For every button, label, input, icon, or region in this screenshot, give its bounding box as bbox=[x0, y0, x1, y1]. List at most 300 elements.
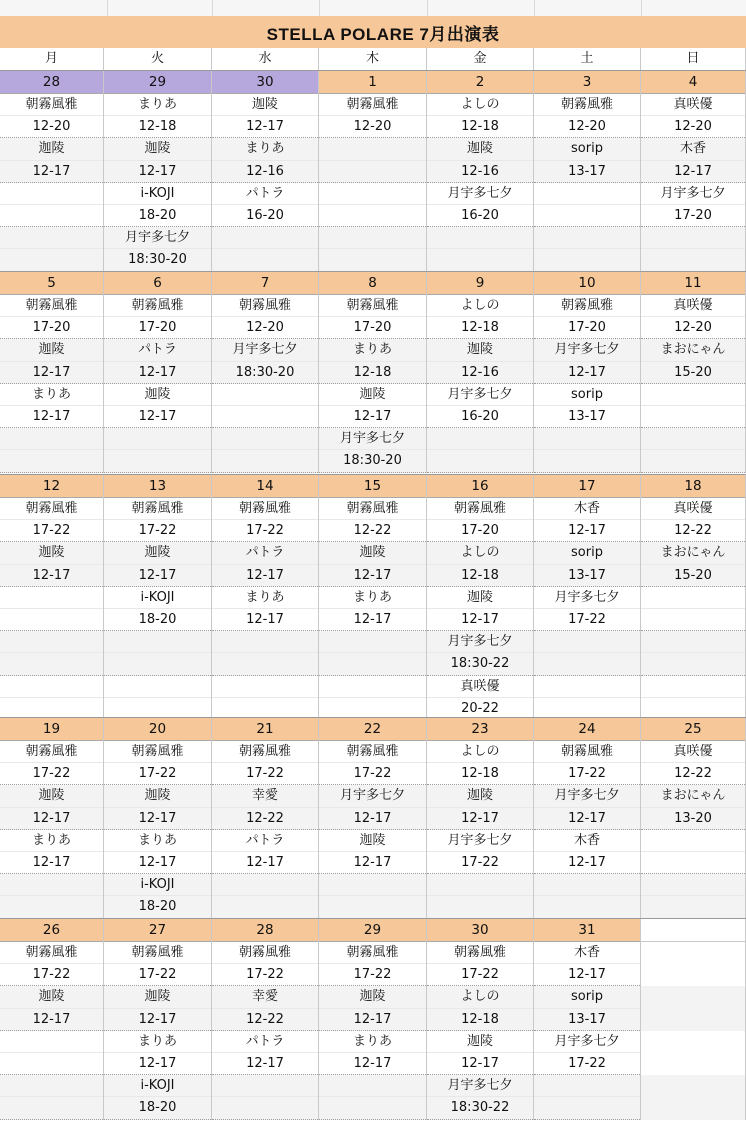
empty-slot bbox=[212, 896, 318, 918]
performer-time: 18-20 bbox=[104, 609, 211, 631]
performer-name: i-KOJI bbox=[104, 874, 211, 896]
performer-name: パトラ bbox=[212, 1031, 318, 1053]
performer-time: 12-17 bbox=[319, 1009, 426, 1031]
empty-slot bbox=[641, 609, 745, 631]
empty-slot bbox=[212, 631, 318, 653]
performer-time: 12-17 bbox=[319, 609, 426, 631]
day-cell[interactable] bbox=[427, 919, 534, 1120]
performer-name: 月宇多七夕 bbox=[427, 1075, 533, 1097]
performer-name: 真咲優 bbox=[641, 741, 745, 763]
performer-time: 12-17 bbox=[104, 406, 211, 428]
performer-time: 12-22 bbox=[319, 520, 426, 542]
performer-time: 20-22 bbox=[427, 698, 533, 720]
performer-name: 月宇多七夕 bbox=[427, 830, 533, 852]
day-number: 1 bbox=[319, 71, 426, 94]
performer-time: 12-17 bbox=[319, 1053, 426, 1075]
day-number: 30 bbox=[212, 71, 318, 94]
week-divider bbox=[0, 918, 746, 919]
empty-slot bbox=[427, 249, 533, 271]
performer-time: 15-20 bbox=[641, 565, 745, 587]
performer-name: 迦陵 bbox=[104, 986, 211, 1008]
performer-time: 17-22 bbox=[0, 964, 103, 986]
empty-slot bbox=[641, 587, 745, 609]
performer-time: 12-17 bbox=[104, 852, 211, 874]
performer-time: 13-17 bbox=[534, 161, 640, 183]
performer-name: まりあ bbox=[319, 339, 426, 361]
performer-name: 木香 bbox=[534, 498, 640, 520]
performer-time: 12-17 bbox=[0, 161, 103, 183]
performer-name: 幸愛 bbox=[212, 986, 318, 1008]
performer-time: 12-17 bbox=[319, 808, 426, 830]
performer-name: 朝霧風雅 bbox=[104, 741, 211, 763]
performer-time: 12-17 bbox=[0, 808, 103, 830]
day-number: 13 bbox=[104, 475, 211, 498]
day-number: 30 bbox=[427, 919, 533, 942]
performer-time: 12-22 bbox=[641, 763, 745, 785]
performer-name: 月宇多七夕 bbox=[427, 631, 533, 653]
empty-slot bbox=[427, 227, 533, 249]
performer-name: 迦陵 bbox=[0, 785, 103, 807]
performer-name: 朝霧風雅 bbox=[427, 942, 533, 964]
performer-time: 18:30-22 bbox=[427, 653, 533, 675]
empty-slot bbox=[534, 1097, 640, 1119]
empty-slot bbox=[0, 1031, 103, 1053]
empty-slot bbox=[212, 874, 318, 896]
day-number: 23 bbox=[427, 718, 533, 741]
day-number: 27 bbox=[104, 919, 211, 942]
performer-name: 月宇多七夕 bbox=[319, 785, 426, 807]
empty-slot bbox=[641, 986, 745, 1008]
performer-time: 18:30-22 bbox=[427, 1097, 533, 1119]
performer-name: 迦陵 bbox=[104, 542, 211, 564]
performer-name: 月宇多七夕 bbox=[534, 587, 640, 609]
empty-slot bbox=[0, 227, 103, 249]
day-number: 28 bbox=[212, 919, 318, 942]
empty-slot bbox=[534, 428, 640, 450]
performer-name: 迦陵 bbox=[427, 138, 533, 160]
empty-slot bbox=[212, 1075, 318, 1097]
weekday-header-row bbox=[0, 48, 746, 71]
performer-time: 12-22 bbox=[641, 520, 745, 542]
empty-slot bbox=[0, 631, 103, 653]
performer-time: 17-22 bbox=[0, 520, 103, 542]
empty-slot bbox=[641, 964, 745, 986]
day-cell[interactable] bbox=[319, 475, 427, 720]
performer-time: 12-17 bbox=[212, 565, 318, 587]
performer-name: 朝霧風雅 bbox=[534, 94, 640, 116]
empty-slot bbox=[212, 676, 318, 698]
day-cell[interactable] bbox=[534, 272, 641, 473]
performer-name: 木香 bbox=[534, 942, 640, 964]
empty-slot bbox=[641, 1009, 745, 1031]
day-number: 8 bbox=[319, 272, 426, 295]
empty-slot bbox=[534, 205, 640, 227]
performer-time: 13-17 bbox=[534, 406, 640, 428]
performer-name: 迦陵 bbox=[104, 138, 211, 160]
empty-slot bbox=[212, 406, 318, 428]
performer-time: 12-17 bbox=[427, 808, 533, 830]
empty-slot bbox=[641, 631, 745, 653]
performer-name: 真咲優 bbox=[641, 295, 745, 317]
performer-name: 朝霧風雅 bbox=[534, 295, 640, 317]
empty-slot bbox=[534, 249, 640, 271]
performer-time: 17-22 bbox=[319, 964, 426, 986]
performer-name: パトラ bbox=[104, 339, 211, 361]
empty-slot bbox=[0, 1075, 103, 1097]
performer-time: 12-17 bbox=[319, 852, 426, 874]
performer-name: 朝霧風雅 bbox=[0, 942, 103, 964]
performer-name: 月宇多七夕 bbox=[534, 1031, 640, 1053]
performer-name: よしの bbox=[427, 542, 533, 564]
performer-time: 13-20 bbox=[641, 808, 745, 830]
day-cell[interactable] bbox=[427, 71, 534, 272]
day-number: 18 bbox=[641, 475, 745, 498]
performer-time: 12-20 bbox=[0, 116, 103, 138]
performer-time: 12-17 bbox=[0, 565, 103, 587]
performer-time: 18:30-20 bbox=[104, 249, 211, 271]
weekday-header: 月 bbox=[0, 48, 104, 70]
day-number: 20 bbox=[104, 718, 211, 741]
day-cell[interactable] bbox=[319, 718, 427, 919]
day-cell[interactable] bbox=[0, 71, 104, 272]
empty-slot bbox=[212, 227, 318, 249]
performer-name: 朝霧風雅 bbox=[212, 295, 318, 317]
weekday-header: 火 bbox=[104, 48, 212, 70]
performer-name: 真咲優 bbox=[427, 676, 533, 698]
empty-slot bbox=[427, 428, 533, 450]
empty-slot bbox=[427, 874, 533, 896]
empty-slot bbox=[319, 161, 426, 183]
empty-slot bbox=[212, 428, 318, 450]
performer-name: 迦陵 bbox=[319, 542, 426, 564]
performer-name: 月宇多七夕 bbox=[641, 183, 745, 205]
day-cell[interactable] bbox=[427, 272, 534, 473]
performer-time: 12-17 bbox=[104, 1009, 211, 1031]
performer-name: まりあ bbox=[104, 830, 211, 852]
day-cell[interactable] bbox=[0, 272, 104, 473]
day-cell[interactable] bbox=[427, 718, 534, 919]
empty-slot bbox=[319, 138, 426, 160]
day-cell[interactable] bbox=[104, 272, 212, 473]
day-number: 4 bbox=[641, 71, 745, 94]
performer-name: 朝霧風雅 bbox=[104, 498, 211, 520]
performer-name: 迦陵 bbox=[427, 587, 533, 609]
performer-name: i-KOJI bbox=[104, 587, 211, 609]
empty-slot bbox=[104, 428, 211, 450]
performer-time: 17-22 bbox=[427, 852, 533, 874]
day-number: 3 bbox=[534, 71, 640, 94]
performer-time: 12-22 bbox=[212, 808, 318, 830]
day-number: 7 bbox=[212, 272, 318, 295]
day-number bbox=[641, 919, 745, 942]
performer-name: 木香 bbox=[534, 830, 640, 852]
performer-time: 12-17 bbox=[0, 852, 103, 874]
day-number: 29 bbox=[104, 71, 211, 94]
performer-name: 月宇多七夕 bbox=[427, 183, 533, 205]
day-number: 5 bbox=[0, 272, 103, 295]
performer-name: 迦陵 bbox=[0, 542, 103, 564]
day-cell[interactable] bbox=[641, 71, 746, 272]
day-cell[interactable] bbox=[0, 475, 104, 720]
week-divider bbox=[0, 70, 746, 71]
day-cell[interactable] bbox=[641, 475, 746, 720]
week-row bbox=[0, 272, 746, 473]
performer-name: sorip bbox=[534, 138, 640, 160]
empty-slot bbox=[641, 896, 745, 918]
day-cell[interactable] bbox=[534, 919, 641, 1120]
empty-slot bbox=[427, 450, 533, 472]
empty-slot bbox=[212, 384, 318, 406]
performer-time: 12-17 bbox=[427, 1053, 533, 1075]
empty-slot bbox=[534, 631, 640, 653]
performer-time: 12-17 bbox=[641, 161, 745, 183]
empty-slot bbox=[641, 384, 745, 406]
empty-slot bbox=[212, 450, 318, 472]
empty-slot bbox=[319, 1075, 426, 1097]
empty-slot bbox=[319, 183, 426, 205]
performer-time: 18-20 bbox=[104, 896, 211, 918]
performer-time: 12-20 bbox=[534, 116, 640, 138]
performer-time: 12-18 bbox=[104, 116, 211, 138]
empty-slot bbox=[641, 1053, 745, 1075]
performer-name: sorip bbox=[534, 986, 640, 1008]
empty-slot bbox=[0, 874, 103, 896]
performer-name: パトラ bbox=[212, 830, 318, 852]
day-cell[interactable] bbox=[212, 475, 319, 720]
performer-name: パトラ bbox=[212, 542, 318, 564]
empty-slot bbox=[641, 1075, 745, 1097]
spreadsheet-top-strip bbox=[0, 0, 746, 17]
performer-name: i-KOJI bbox=[104, 183, 211, 205]
empty-slot bbox=[0, 609, 103, 631]
empty-slot bbox=[534, 896, 640, 918]
performer-name: まりあ bbox=[212, 138, 318, 160]
day-number: 9 bbox=[427, 272, 533, 295]
week-row bbox=[0, 718, 746, 919]
performer-name: 朝霧風雅 bbox=[212, 498, 318, 520]
performer-name: まおにゃん bbox=[641, 785, 745, 807]
performer-time: 12-18 bbox=[427, 763, 533, 785]
week-row bbox=[0, 919, 746, 1120]
performer-time: 17-20 bbox=[0, 317, 103, 339]
empty-slot bbox=[319, 653, 426, 675]
performer-time: 12-17 bbox=[534, 520, 640, 542]
performer-time: 12-17 bbox=[212, 609, 318, 631]
empty-slot bbox=[319, 1097, 426, 1119]
empty-slot bbox=[0, 183, 103, 205]
empty-slot bbox=[641, 406, 745, 428]
day-cell[interactable] bbox=[319, 71, 427, 272]
performer-name: まりあ bbox=[212, 587, 318, 609]
empty-slot bbox=[0, 205, 103, 227]
day-cell[interactable] bbox=[427, 475, 534, 720]
performer-time: 17-20 bbox=[319, 317, 426, 339]
day-number: 10 bbox=[534, 272, 640, 295]
week-row bbox=[0, 71, 746, 272]
performer-name: 朝霧風雅 bbox=[319, 295, 426, 317]
performer-time: 18:30-20 bbox=[212, 362, 318, 384]
performer-name: 真咲優 bbox=[641, 94, 745, 116]
performer-time: 15-20 bbox=[641, 362, 745, 384]
performer-time: 12-17 bbox=[319, 406, 426, 428]
performer-name: 迦陵 bbox=[427, 339, 533, 361]
performer-name: 幸愛 bbox=[212, 785, 318, 807]
weekday-header: 土 bbox=[534, 48, 641, 70]
performer-time: 16-20 bbox=[427, 406, 533, 428]
week-row bbox=[0, 475, 746, 720]
day-cell[interactable] bbox=[534, 475, 641, 720]
performer-time: 12-17 bbox=[0, 362, 103, 384]
empty-slot bbox=[0, 587, 103, 609]
day-cell[interactable] bbox=[0, 919, 104, 1120]
performer-name: まりあ bbox=[0, 384, 103, 406]
day-number: 17 bbox=[534, 475, 640, 498]
day-cell[interactable] bbox=[104, 718, 212, 919]
performer-time: 17-22 bbox=[534, 1053, 640, 1075]
empty-slot bbox=[212, 653, 318, 675]
empty-slot bbox=[319, 676, 426, 698]
performer-time: 12-22 bbox=[212, 1009, 318, 1031]
day-cell[interactable] bbox=[534, 718, 641, 919]
performer-time: 16-20 bbox=[427, 205, 533, 227]
day-cell[interactable] bbox=[212, 919, 319, 1120]
empty-slot bbox=[534, 450, 640, 472]
performer-time: 17-22 bbox=[212, 964, 318, 986]
week-divider bbox=[0, 271, 746, 272]
performer-name: 迦陵 bbox=[0, 138, 103, 160]
performer-name: sorip bbox=[534, 384, 640, 406]
day-cell[interactable] bbox=[104, 71, 212, 272]
empty-slot bbox=[641, 1097, 745, 1119]
performer-name: 迦陵 bbox=[104, 785, 211, 807]
day-cell[interactable] bbox=[641, 718, 746, 919]
day-cell[interactable] bbox=[104, 919, 212, 1120]
performer-name: 朝霧風雅 bbox=[104, 942, 211, 964]
empty-slot bbox=[212, 249, 318, 271]
performer-name: 迦陵 bbox=[319, 986, 426, 1008]
empty-slot bbox=[641, 653, 745, 675]
performer-name: 朝霧風雅 bbox=[319, 94, 426, 116]
performer-name: 朝霧風雅 bbox=[534, 741, 640, 763]
performer-name: 迦陵 bbox=[0, 986, 103, 1008]
performer-time: 12-20 bbox=[319, 116, 426, 138]
performer-time: 17-22 bbox=[104, 964, 211, 986]
empty-slot bbox=[641, 830, 745, 852]
performer-time: 12-17 bbox=[534, 362, 640, 384]
day-number: 22 bbox=[319, 718, 426, 741]
performer-name: パトラ bbox=[212, 183, 318, 205]
empty-slot bbox=[641, 450, 745, 472]
performer-time: 12-17 bbox=[534, 852, 640, 874]
performer-time: 12-16 bbox=[212, 161, 318, 183]
performer-name: まおにゃん bbox=[641, 339, 745, 361]
performer-time: 16-20 bbox=[212, 205, 318, 227]
performer-time: 12-18 bbox=[427, 1009, 533, 1031]
empty-slot bbox=[0, 1053, 103, 1075]
performer-time: 17-22 bbox=[534, 763, 640, 785]
day-number: 15 bbox=[319, 475, 426, 498]
performer-name: まりあ bbox=[104, 1031, 211, 1053]
day-number: 11 bbox=[641, 272, 745, 295]
performer-time: 12-17 bbox=[104, 808, 211, 830]
performer-name: 月宇多七夕 bbox=[212, 339, 318, 361]
empty-slot bbox=[104, 676, 211, 698]
performer-time: 12-18 bbox=[427, 317, 533, 339]
performer-name: 朝霧風雅 bbox=[212, 942, 318, 964]
day-cell[interactable] bbox=[212, 718, 319, 919]
performer-time: 12-17 bbox=[104, 362, 211, 384]
day-number: 2 bbox=[427, 71, 533, 94]
performer-time: 12-17 bbox=[212, 852, 318, 874]
performer-name: 朝霧風雅 bbox=[0, 295, 103, 317]
performer-time: 13-17 bbox=[534, 565, 640, 587]
day-number: 26 bbox=[0, 919, 103, 942]
performer-name: 真咲優 bbox=[641, 498, 745, 520]
performer-time: 17-22 bbox=[427, 964, 533, 986]
day-cell[interactable] bbox=[641, 919, 746, 1120]
day-cell[interactable] bbox=[212, 272, 319, 473]
performer-time: 17-22 bbox=[534, 609, 640, 631]
day-number: 16 bbox=[427, 475, 533, 498]
performer-time: 12-17 bbox=[104, 161, 211, 183]
performer-name: 朝霧風雅 bbox=[319, 498, 426, 520]
performer-time: 12-17 bbox=[534, 964, 640, 986]
weekday-header: 金 bbox=[427, 48, 534, 70]
performer-time: 17-20 bbox=[641, 205, 745, 227]
day-number: 29 bbox=[319, 919, 426, 942]
empty-slot bbox=[319, 896, 426, 918]
performer-time: 17-22 bbox=[319, 763, 426, 785]
day-number: 6 bbox=[104, 272, 211, 295]
performer-name: 月宇多七夕 bbox=[534, 339, 640, 361]
performer-name: まりあ bbox=[0, 830, 103, 852]
empty-slot bbox=[534, 1075, 640, 1097]
day-cell[interactable] bbox=[104, 475, 212, 720]
empty-slot bbox=[641, 942, 745, 964]
day-cell[interactable] bbox=[319, 919, 427, 1120]
performer-name: 朝霧風雅 bbox=[212, 741, 318, 763]
performer-time: 18-20 bbox=[104, 205, 211, 227]
performer-name: 迦陵 bbox=[104, 384, 211, 406]
performer-time: 17-22 bbox=[212, 763, 318, 785]
performer-name: 迦陵 bbox=[319, 384, 426, 406]
performer-time: 12-17 bbox=[104, 565, 211, 587]
empty-slot bbox=[104, 653, 211, 675]
performer-name: 朝霧風雅 bbox=[0, 741, 103, 763]
day-number: 19 bbox=[0, 718, 103, 741]
performer-time: 17-22 bbox=[0, 763, 103, 785]
performer-time: 12-17 bbox=[0, 1009, 103, 1031]
day-cell[interactable] bbox=[641, 272, 746, 473]
performer-name: 月宇多七夕 bbox=[534, 785, 640, 807]
empty-slot bbox=[212, 1097, 318, 1119]
performer-name: 朝霧風雅 bbox=[319, 741, 426, 763]
day-cell[interactable] bbox=[319, 272, 427, 473]
day-cell[interactable] bbox=[212, 71, 319, 272]
performer-time: 12-20 bbox=[641, 317, 745, 339]
empty-slot bbox=[0, 249, 103, 271]
empty-slot bbox=[0, 1097, 103, 1119]
day-cell[interactable] bbox=[534, 71, 641, 272]
performer-time: 12-17 bbox=[104, 1053, 211, 1075]
performer-name: i-KOJI bbox=[104, 1075, 211, 1097]
empty-slot bbox=[0, 896, 103, 918]
performer-time: 17-20 bbox=[104, 317, 211, 339]
title-bar bbox=[0, 16, 746, 49]
weekday-header: 木 bbox=[319, 48, 427, 70]
day-cell[interactable] bbox=[0, 718, 104, 919]
empty-slot bbox=[641, 1031, 745, 1053]
